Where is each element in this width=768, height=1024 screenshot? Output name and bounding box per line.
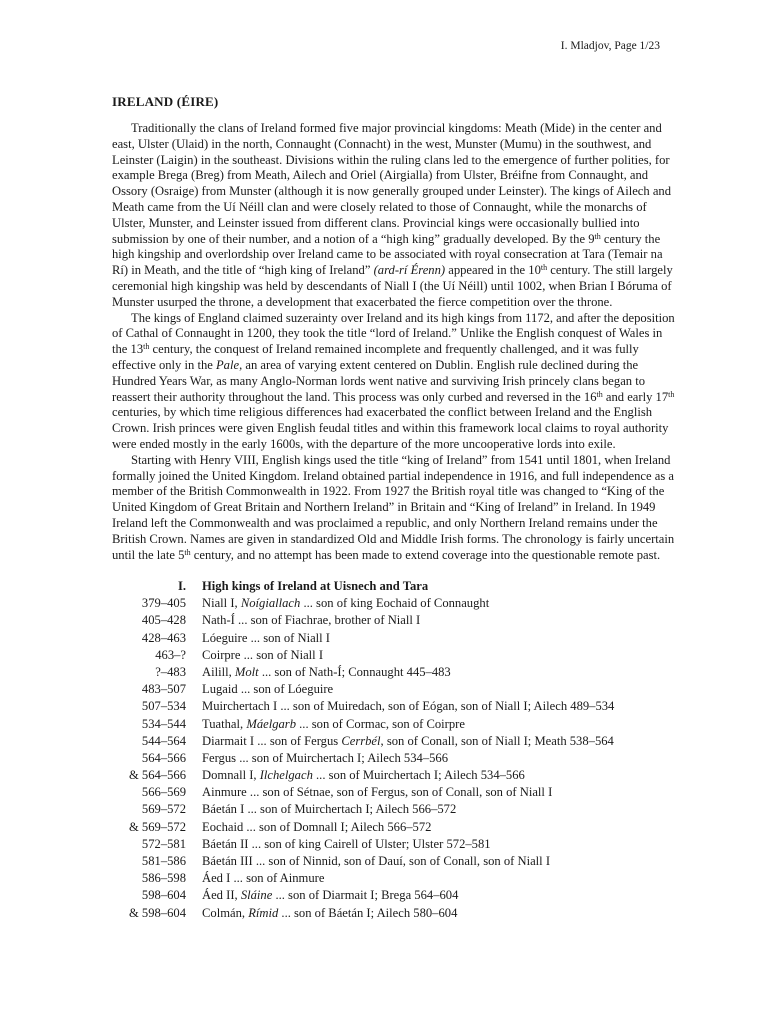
ruler-entry: Domnall I, Ilchelgach ... son of Muirchertach I; Ailech 534–566 <box>202 768 525 783</box>
body-line: ceremonial high kingship was held by descendants of Niall I (the Uí Néill) until 1002, when Brian I Bóruma of <box>112 278 672 293</box>
body-line: British Crown. Names are given in standardized Old and Middle Irish forms. The chronology is fairly uncertain <box>112 531 675 546</box>
reign-dates: ?–483 <box>155 664 186 679</box>
section-number: I. <box>177 579 186 593</box>
reign-dates: 598–604 <box>141 888 186 903</box>
ruler-entry: Báetán I ... son of Muirchertach I; Ailech 566–572 <box>202 802 457 817</box>
reign-dates: 566–569 <box>141 785 186 800</box>
reign-dates: 534–544 <box>141 716 186 731</box>
reign-dates: 507–534 <box>141 699 186 714</box>
ruler-row <box>112 630 672 647</box>
body-line: The kings of England claimed suzerainty over Ireland and its high kings from 1172, and after the deposition <box>131 310 675 325</box>
ruler-row <box>112 767 672 784</box>
body-line: Meath came from the Uí Néill clan and were closely related to those of Connaught, while the monarchs of <box>112 199 647 214</box>
body-line: Munster usurped the throne, a development that exacerbated the fierce competition over the throne. <box>112 294 613 309</box>
ruler-row <box>112 819 672 836</box>
body-line: high kingship and overlordship over Ireland came to be associated with royal consecration at Tara (Temair na <box>112 247 663 262</box>
ruler-row <box>112 870 672 887</box>
body-line: example Brega (Breg) from Meath, Ailech and Oriel (Airgialla) from Ulster, Bréifne from Connaught, and <box>112 168 649 183</box>
ruler-row <box>112 595 672 612</box>
ruler-row <box>112 836 672 853</box>
body-line: Ulster, Munster, and Leinster issued from different clans. Provincial kings were occasionally bullied into <box>112 215 640 230</box>
body-line: Traditionally the clans of Ireland formed five major provincial kingdoms: Meath (Mide) in the center and <box>131 121 662 135</box>
reign-dates: 405–428 <box>141 613 186 628</box>
body-line: were ended mostly in the early 1600s, with the departure of the more uncooperative lords into exile. <box>112 436 616 451</box>
reign-dates: 544–564 <box>141 733 186 748</box>
ruler-row <box>112 733 672 750</box>
body-line: Crown. Irish princes were given English feudal titles and within this framework local claims to royal authority <box>112 421 669 436</box>
reign-dates: 572–581 <box>141 836 186 851</box>
ruler-entry: Ainmure ... son of Sétnae, son of Fergus, son of Conall, son of Niall I <box>202 785 553 800</box>
ruler-entry: Niall I, Noígiallach ... son of king Eochaid of Connaught <box>202 596 490 611</box>
body-line: effective only in the Pale, an area of varying extent centered on Dublin. English rule declined during the <box>112 357 639 372</box>
body-line: centuries, by which time religious differences had exacerbated the conflict between Ireland and the English <box>112 405 653 420</box>
ruler-row <box>112 750 672 767</box>
ruler-row <box>112 853 672 870</box>
body-line: United Kingdom of Great Britain and Northern Ireland” in Britain and “King of Ireland” in Ireland. In 1949 <box>112 500 656 515</box>
ruler-row <box>112 887 672 904</box>
reign-dates: 581–586 <box>141 854 186 868</box>
body-line: east, Ulster (Ulaid) in the north, Connaught (Connacht) in the west, Munster (Mumu) in the southwest, and <box>112 136 652 151</box>
reign-dates: 569–572 <box>141 802 186 817</box>
page-title: IRELAND (ÉIRE) <box>112 94 219 109</box>
reign-dates: & 598–604 <box>128 905 186 920</box>
body-line: Rí) in Meath, and the title of “high king of Ireland” (ard-rí Érenn) appeared in the 10th century. The still largely <box>112 263 673 278</box>
body-line: member of the British Commonwealth in 1922. From 1927 the British royal title was changed to “King of the <box>112 484 665 499</box>
ruler-entry: Nath-Í ... son of Fiachrae, brother of Niall I <box>202 613 421 628</box>
ruler-row <box>112 716 672 733</box>
ruler-list <box>112 578 672 922</box>
body-line: submission by one of their number, and a notion of a “high king” gradually developed. By the 9th century the <box>112 231 661 246</box>
ruler-row <box>112 905 672 922</box>
ruler-row <box>112 612 672 629</box>
ruler-entry: Coirpre ... son of Niall I <box>202 647 324 662</box>
reign-dates: 564–566 <box>141 750 186 765</box>
ruler-row <box>112 784 672 801</box>
reign-dates: 428–463 <box>141 630 186 645</box>
body-line: Hundred Years War, as many Anglo-Norman lords went native and surviving Irish princely clans began to <box>112 373 646 388</box>
reign-dates: & 569–572 <box>128 819 186 834</box>
ruler-entry: Diarmait I ... son of Fergus Cerrbél, son of Conall, son of Niall I; Meath 538–564 <box>202 733 614 748</box>
section-heading-row <box>112 578 672 595</box>
ruler-entry: Colmán, Rímid ... son of Báetán I; Ailech 580–604 <box>202 905 458 920</box>
body-line: of Cathal of Connaught in 1200, they took the title “lord of Ireland.” Unlike the English conquest of Wales in <box>112 326 663 341</box>
body-line: Ireland left the Commonwealth and was proclaimed a republic, and only Northern Ireland remains under the <box>112 515 658 530</box>
body-line: the 13th century, the conquest of Ireland remained incomplete and frequently challenged, and it was fully <box>112 342 639 357</box>
ruler-entry: Báetán II ... son of king Cairell of Ulster; Ulster 572–581 <box>202 836 491 851</box>
ruler-row <box>112 647 672 664</box>
ruler-entry: Lóeguire ... son of Niall I <box>202 630 331 645</box>
body-line: Starting with Henry VIII, English kings used the title “king of Ireland” from 1541 until 1801, when Ireland <box>131 452 671 467</box>
running-head: I. Mladjov, Page 1/23 <box>560 40 660 52</box>
ruler-row <box>112 681 672 698</box>
reign-dates: & 564–566 <box>128 768 186 783</box>
ruler-entry: Fergus ... son of Muirchertach I; Ailech 534–566 <box>202 750 449 765</box>
ruler-row <box>112 698 672 715</box>
ruler-entry: Áed II, Sláine ... son of Diarmait I; Brega 564–604 <box>202 888 459 903</box>
ruler-entry: Muirchertach I ... son of Muiredach, son of Eógan, son of Niall I; Ailech 489–534 <box>202 699 615 714</box>
body-line: formally joined the United Kingdom. Ireland obtained partial independence in 1916, and full independence as a <box>112 468 674 483</box>
body-line: reassert their authority throughout the land. This process was only curbed and reversed in the 16th and early 17th <box>112 389 675 404</box>
ruler-row <box>112 801 672 818</box>
body-text <box>112 121 675 563</box>
ruler-entry: Ailill, Molt ... son of Nath-Í; Connaught 445–483 <box>202 664 451 679</box>
reign-dates: 586–598 <box>141 871 186 886</box>
ruler-entry: Báetán III ... son of Ninnid, son of Dauí, son of Conall, son of Niall I <box>202 854 551 868</box>
reign-dates: 483–507 <box>141 682 186 697</box>
ruler-entry: Eochaid ... son of Domnall I; Ailech 566–572 <box>202 819 432 834</box>
ruler-entry: Áed I ... son of Ainmure <box>202 871 325 886</box>
body-line: until the late 5th century, and no attempt has been made to extend coverage into the questionable remote past. <box>112 547 661 562</box>
ruler-entry: Tuathal, Máelgarb ... son of Cormac, son of Coirpre <box>202 716 465 731</box>
reign-dates: 463–? <box>155 647 186 662</box>
section-heading: High kings of Ireland at Uisnech and Tara <box>202 579 429 593</box>
body-line: Ossory (Osraige) from Munster (although it is now generally grouped under Leinster). The kings of Ailech and <box>112 184 672 199</box>
body-line: Leinster (Laigin) in the southeast. Divisions within the ruling clans led to the emergence of further polities, for <box>112 152 670 167</box>
ruler-entry: Lugaid ... son of Lóeguire <box>202 682 334 697</box>
ruler-row <box>112 664 672 681</box>
reign-dates: 379–405 <box>141 596 186 611</box>
